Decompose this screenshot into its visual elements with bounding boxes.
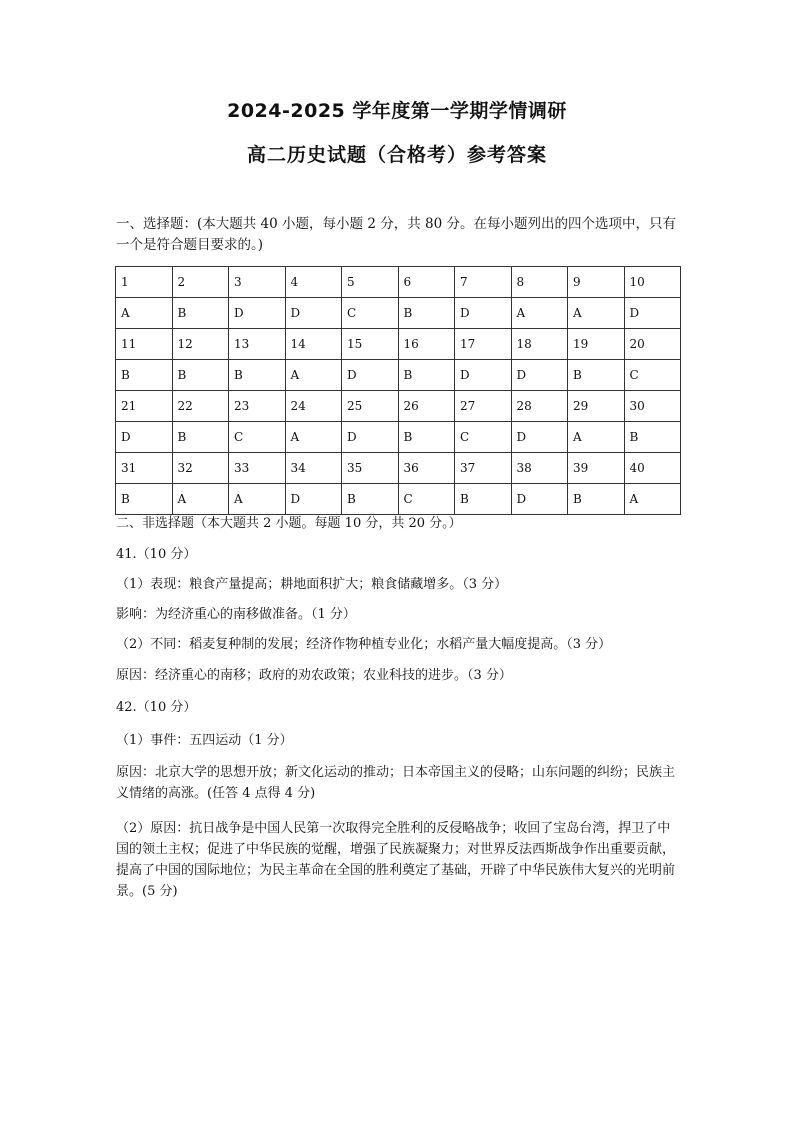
- answer-cell: C: [342, 298, 399, 329]
- section-2-heading: 二、非选择题（本大题共 2 小题。每题 10 分，共 20 分。）: [116, 516, 462, 531]
- question-42-part2: （2）原因：抗日战争是中国人民第一次取得完全胜利的反侵略战争；收回了宝岛台湾，捍卫了中国的领土主权；促进了中华民族的觉醒，增强了民族凝聚力；对世界反法西斯战争作出重要贡献，提高了中国的国际地位；为民主革命在全国的胜利奠定了基础，开辟了中华民族伟大复兴的光明前景。(5 分): [116, 821, 676, 899]
- question-number-cell: 6: [398, 267, 455, 298]
- answer-cell: B: [229, 360, 286, 391]
- question-number-cell: 35: [342, 453, 399, 484]
- question-number-cell: 21: [116, 391, 173, 422]
- question-number-cell: 23: [229, 391, 286, 422]
- question-number-cell: 8: [511, 267, 568, 298]
- answer-table: [115, 266, 681, 515]
- question-42-label: 42.（10 分）: [116, 700, 197, 715]
- answer-cell: B: [568, 360, 625, 391]
- answer-cell: D: [285, 298, 342, 329]
- answer-cell: B: [455, 484, 512, 515]
- question-number-cell: 28: [511, 391, 568, 422]
- question-number-cell: 15: [342, 329, 399, 360]
- answer-cell: B: [172, 422, 229, 453]
- answer-cell: B: [172, 298, 229, 329]
- answer-cell: D: [285, 484, 342, 515]
- answer-cell: D: [229, 298, 286, 329]
- question-number-cell: 12: [172, 329, 229, 360]
- answer-letter-row: [116, 422, 681, 453]
- answer-cell: A: [285, 422, 342, 453]
- question-41-part1: （1）表现：粮食产量提高；耕地面积扩大；粮食储藏增多。（3 分）: [116, 577, 508, 592]
- answer-cell: D: [116, 422, 173, 453]
- answer-cell: B: [398, 422, 455, 453]
- document-title: 2024-2025 学年度第一学期学情调研: [227, 100, 567, 122]
- answer-cell: D: [511, 484, 568, 515]
- answer-cell: D: [342, 360, 399, 391]
- question-number-cell: 7: [455, 267, 512, 298]
- question-number-cell: 38: [511, 453, 568, 484]
- answer-cell: D: [624, 298, 681, 329]
- answer-cell: A: [285, 360, 342, 391]
- question-41-part2-reason: 原因：经济重心的南移；政府的劝农政策；农业科技的进步。（3 分）: [116, 668, 512, 683]
- answer-cell: A: [172, 484, 229, 515]
- answer-cell: B: [116, 360, 173, 391]
- answer-cell: D: [342, 422, 399, 453]
- question-41-part2: （2）不同：稻麦复种制的发展；经济作物种植专业化；水稻产量大幅度提高。（3 分）: [116, 637, 612, 652]
- section-1-heading: 一、选择题：(本大题共 40 小题，每小题 2 分，共 80 分。在每小题列出的四个选项中，只有一个是符合题目要求的。): [116, 216, 676, 253]
- question-number-cell: 27: [455, 391, 512, 422]
- answer-cell: C: [624, 360, 681, 391]
- answer-cell: B: [398, 298, 455, 329]
- answer-letter-row: [116, 484, 681, 515]
- question-number-cell: 4: [285, 267, 342, 298]
- question-number-cell: 37: [455, 453, 512, 484]
- answer-cell: D: [455, 298, 512, 329]
- answer-cell: D: [511, 422, 568, 453]
- answer-cell: A: [229, 484, 286, 515]
- answer-cell: A: [511, 298, 568, 329]
- question-number-cell: 30: [624, 391, 681, 422]
- question-41-label: 41.（10 分）: [116, 547, 197, 562]
- question-number-cell: 19: [568, 329, 625, 360]
- question-number-cell: 16: [398, 329, 455, 360]
- question-number-cell: 5: [342, 267, 399, 298]
- question-number-row: [116, 267, 681, 298]
- question-number-cell: 36: [398, 453, 455, 484]
- answer-cell: B: [568, 484, 625, 515]
- question-number-cell: 9: [568, 267, 625, 298]
- question-41-part1-effect: 影响：为经济重心的南移做准备。（1 分）: [116, 607, 356, 622]
- question-number-cell: 29: [568, 391, 625, 422]
- answer-cell: B: [398, 360, 455, 391]
- answer-cell: C: [398, 484, 455, 515]
- question-number-cell: 20: [624, 329, 681, 360]
- answer-cell: C: [229, 422, 286, 453]
- question-number-cell: 10: [624, 267, 681, 298]
- question-number-cell: 25: [342, 391, 399, 422]
- question-number-row: [116, 391, 681, 422]
- question-number-cell: 2: [172, 267, 229, 298]
- answer-cell: B: [172, 360, 229, 391]
- question-number-cell: 39: [568, 453, 625, 484]
- answer-cell: B: [116, 484, 173, 515]
- question-number-row: [116, 329, 681, 360]
- question-number-cell: 22: [172, 391, 229, 422]
- question-number-cell: 13: [229, 329, 286, 360]
- question-number-cell: 17: [455, 329, 512, 360]
- question-number-cell: 33: [229, 453, 286, 484]
- answer-cell: A: [624, 484, 681, 515]
- question-number-cell: 31: [116, 453, 173, 484]
- question-number-cell: 40: [624, 453, 681, 484]
- question-42-part1-reason: 原因：北京大学的思想开放；新文化运动的推动；日本帝国主义的侵略；山东问题的纠纷；民族主义情绪的高涨。(任答 4 点得 4 分): [116, 765, 676, 801]
- answer-cell: D: [455, 360, 512, 391]
- question-number-cell: 26: [398, 391, 455, 422]
- question-number-cell: 24: [285, 391, 342, 422]
- question-number-cell: 11: [116, 329, 173, 360]
- answer-cell: B: [342, 484, 399, 515]
- answer-cell: A: [568, 422, 625, 453]
- question-number-cell: 14: [285, 329, 342, 360]
- question-number-cell: 18: [511, 329, 568, 360]
- question-number-cell: 1: [116, 267, 173, 298]
- answer-letter-row: [116, 298, 681, 329]
- answer-cell: A: [568, 298, 625, 329]
- answer-letter-row: [116, 360, 681, 391]
- question-number-cell: 3: [229, 267, 286, 298]
- answer-cell: D: [511, 360, 568, 391]
- question-number-row: [116, 453, 681, 484]
- answer-cell: C: [455, 422, 512, 453]
- answer-cell: B: [624, 422, 681, 453]
- question-number-cell: 32: [172, 453, 229, 484]
- question-number-cell: 34: [285, 453, 342, 484]
- question-42-part1: （1）事件：五四运动（1 分）: [116, 733, 293, 748]
- document-subtitle: 高二历史试题（合格考）参考答案: [246, 144, 547, 166]
- answer-cell: A: [116, 298, 173, 329]
